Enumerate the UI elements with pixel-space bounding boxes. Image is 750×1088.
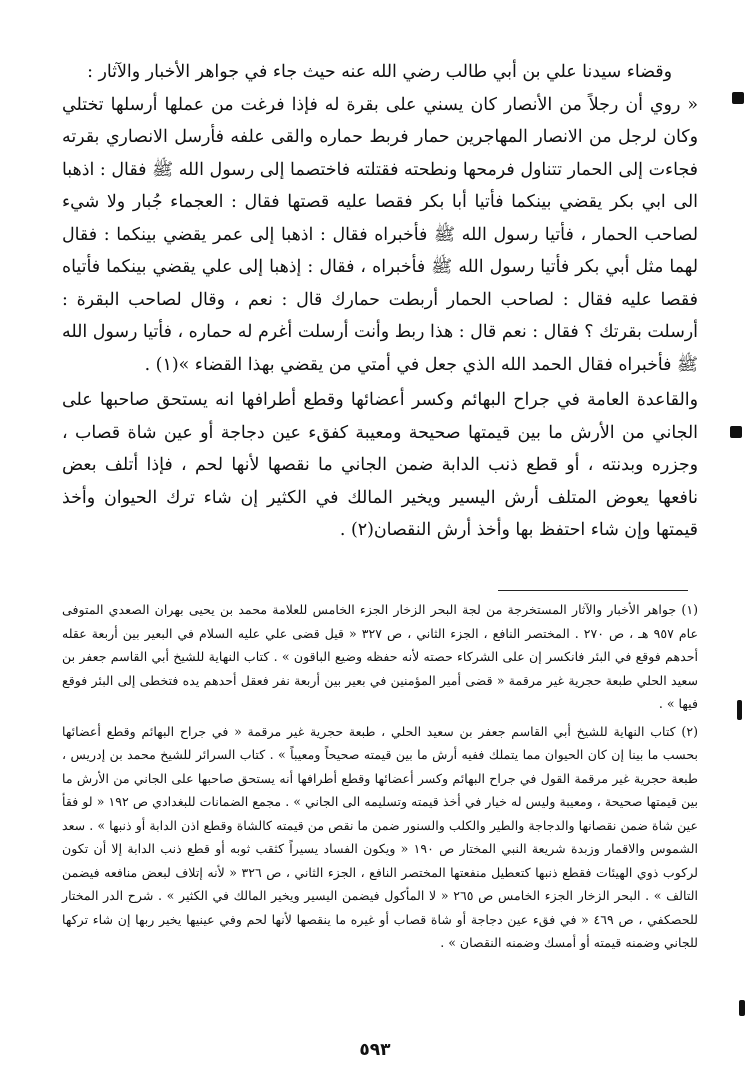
main-paragraph-2: والقاعدة العامة في جراح البهائم وكسر أعضائها وقطع أطرافها انه يستحق صاحبها على الجاني من الأرش ما بين قيمتها صحيحة ومعيبة كفقء عين دجاجة أو عين شاة قصاب ، وجزره وبدنته ، أو قطع ذنب الدابة ضمن الجاني ما نقصها لأنها لحم ، فإذا أتلف بعض نافعها يعوض المتلف أرش اليسير ويخير المالك في الكثير إن شاء ترك الحيوان وأخذ قيمتها وإن شاء احتفظ بها وأخذ أرش النقصان(٢) . bbox=[62, 390, 698, 540]
margin-mark-top-right bbox=[732, 92, 744, 104]
paragraph-1-intro: وقضاء سيدنا علي بن أبي طالب رضي الله عنه حيث جاء في جواهر الأخبار والآثار : bbox=[87, 62, 672, 82]
page-number: ٥٩٣ bbox=[359, 1040, 391, 1060]
footnotes bbox=[62, 598, 698, 959]
margin-mark-middle-right bbox=[730, 426, 742, 438]
footnote-separator bbox=[498, 590, 688, 591]
paragraph-1-quote: « روي أن رجلاً من الأنصار كان يسني على بقرة له فإذا فرغت من عملها أرسلها تختلي وكان لرجل من الانصار المهاجرين حمار فربط حماره والقى علفه فأرسل الانصاري بقرته فجاءت إلى الحمار تتناول فرمحها ونطحته فقتلته فاختصما إلى رسول الله ﷺ فقال : اذهبا الى ابي بكر يقضي بينكما فأتيا أبا بكر فقصا عليه قصتها فقال : العجماء جُبار ولا شيء لصاحب الحمار ، فأتيا رسول الله ﷺ فأخبراه فقال : اذهبا إلى عمر يقضي بينكما : فقال لهما مثل أبي بكر فأتيا رسول الله ﷺ فأخبراه ، فقال : إذهبا إلى علي يقضي بينكما فأتياه فقصا عليه فقال : لصاحب الحمار أربطت حمارك قال : نعم ، وقال لصاحب البقرة : أرسلت بقرتك ؟ فقال : نعم قال : هذا ربط وأنت أرسلت أغرم له حماره ، فأتيا رسول الله ﷺ فأخبراه فقال الحمد الله الذي جعل في أمتي من يقضي بهذا القضاء »(١) . bbox=[62, 94, 698, 375]
main-paragraph-1 bbox=[62, 56, 698, 381]
footnote-2: (٢) كتاب النهاية للشيخ أبي القاسم جعفر بن سعيد الحلي ، طبعة حجرية غير مرقمة « في جراح البهائم وقطع أعضائها بحسب ما بينا إن كان الحيوان مما يتملك ففيه أرش ما بين قيمته صحيحاً ومعيباً » . كتاب السرائر للشيخ محمد بن إدريس ، طبعة حجرية غير مرقمة القول في جراح البهائم وكسر أعضائها وقطع أطرافها أنه يستحق صاحبها على الجاني من الأرش ما بين قيمتها صحيحة ، ومعيبة وليس له خيار في أخذ قيمته وتسليمه الى الجاني » . مجمع الضمانات للبغدادي ص ١٩٢ « لو فقأ عين شاة ضمن نقصانها والدجاجة والطير والكلب والسنور ضمن ما نقص من قيمته كالشاة وقطع اذن الدابة أو ذنبها » . سعد الشموس والاقمار وزبدة شريعة النبي المختار ص ١٩٠ « ويكون الفساد يسيراً كثقب ثوبه أو قطع ذنب الدابة إلا أن تكون لركوب ذوي الهيئات فقطع ذنبها كتعطيل منفعتها المختصر النافع ، الجزء الثاني ، ص ٣٢٦ « لأنه إتلاف لبعض منافعه فيضمن التالف » . البحر الزخار الجزء الخامس ص ٢٦٥ « لا المأكول فيضمن اليسير ويخير المالك في الكثير » . شرح الدر المختار للحصكفي ، ص ٤٦٩ « في فقء عين دجاجة أو شاة قصاب أو غيره ما ينقصها لأنها لحم وفي عينيها يخير ربها إن شاء تركها للجاني وضمنه قيمته أو أمسك وضمنه النقصان » . bbox=[62, 723, 699, 950]
margin-mark-mid-low-right bbox=[737, 700, 742, 720]
footnote-1: (١) جواهر الأخبار والآثار المستخرجة من لجة البحر الزخار الجزء الخامس للعلامة محمد بن يحيى بهران الصعدي المتوفى عام ٩٥٧ هـ ، ص ٢٧٠ . المختصر النافع ، الجزء الثاني ، ص ٣٢٧ « قيل قضى علي عليه السلام في البعير بين أربعة عقله أحدهم فوقع في البئر فانكسر إن على الشركاء حصته لأنه حفظه وضيع الباقون » . كتاب النهاية للشيخ أبي القاسم جعفر بن سعيد الحلي طبعة حجرية غير مرقمة « قضى أمير المؤمنين في بعير بين أربعة نفر فعقل أحدهم يده فتخطى إلى البئر فوقع فيها » . bbox=[62, 602, 698, 711]
margin-mark-bottom-right bbox=[739, 1000, 745, 1016]
